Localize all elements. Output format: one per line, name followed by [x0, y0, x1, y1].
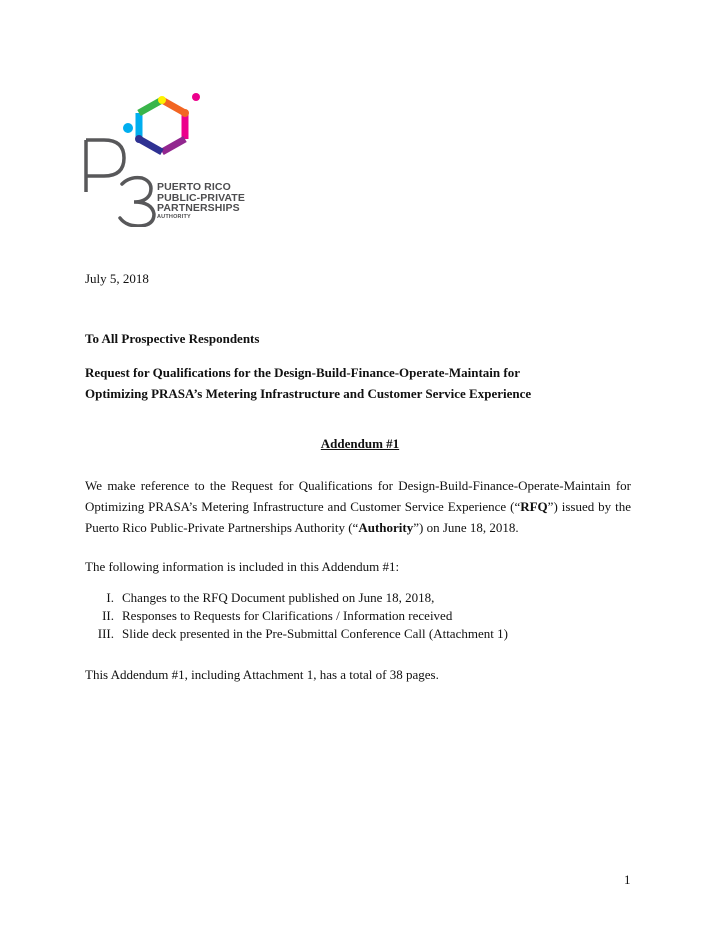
- logo-line-3: PARTNERSHIPS: [157, 202, 240, 214]
- list-item: [85, 607, 508, 625]
- rfq-term: RFQ: [520, 499, 548, 514]
- logo-line-4: AUTHORITY: [157, 213, 191, 220]
- recipients: To All Prospective Respondents: [85, 331, 260, 346]
- authority-term: Authority: [358, 520, 414, 535]
- reference-text-1: We make reference to the Request for Qualifications for Design-Build-Finance-Operate-Maintain for Optimizing PRASA’s Metering Infrastructure and Customer Service Experience (“: [85, 478, 631, 514]
- list-item-number: I.: [106, 590, 114, 605]
- addendum-title: Addendum #1: [320, 436, 400, 451]
- logo-line-2: PUBLIC-PRIVATE: [157, 191, 245, 204]
- list-item-text: Responses to Requests for Clarifications / Information received: [122, 608, 453, 623]
- list-item: [85, 589, 508, 607]
- subject: [85, 362, 531, 404]
- list-item-number: III.: [97, 626, 114, 641]
- p3-authority-logo: [82, 92, 252, 227]
- addendum-contents-list: [85, 589, 508, 643]
- subject-line-1: Request for Qualifications for the Design-Build-Finance-Operate-Maintain for: [85, 365, 520, 380]
- reference-text-3: ”) on June 18, 2018.: [413, 520, 519, 535]
- list-item-number: II.: [102, 608, 114, 623]
- closing-sentence: This Addendum #1, including Attachment 1, has a total of 38 pages.: [85, 667, 439, 682]
- list-item-text: Changes to the RFQ Document published on June 18, 2018,: [122, 590, 435, 605]
- page-number: 1: [624, 872, 631, 887]
- reference-paragraph: [85, 475, 631, 538]
- logo-org-name: [157, 182, 245, 221]
- intro-sentence: The following information is included in this Addendum #1:: [85, 559, 400, 574]
- reference-text-2: ”) issued by the Puerto Rico Public-Private Partnerships Authority (“: [85, 499, 632, 535]
- list-item-text: Slide deck presented in the Pre-Submittal Conference Call (Attachment 1): [122, 626, 508, 641]
- list-item: [85, 625, 508, 643]
- subject-line-2: Optimizing PRASA’s Metering Infrastructure and Customer Service Experience: [85, 386, 532, 401]
- letter-date: July 5, 2018: [85, 271, 149, 286]
- logo-line-1: PUERTO RICO: [157, 181, 231, 193]
